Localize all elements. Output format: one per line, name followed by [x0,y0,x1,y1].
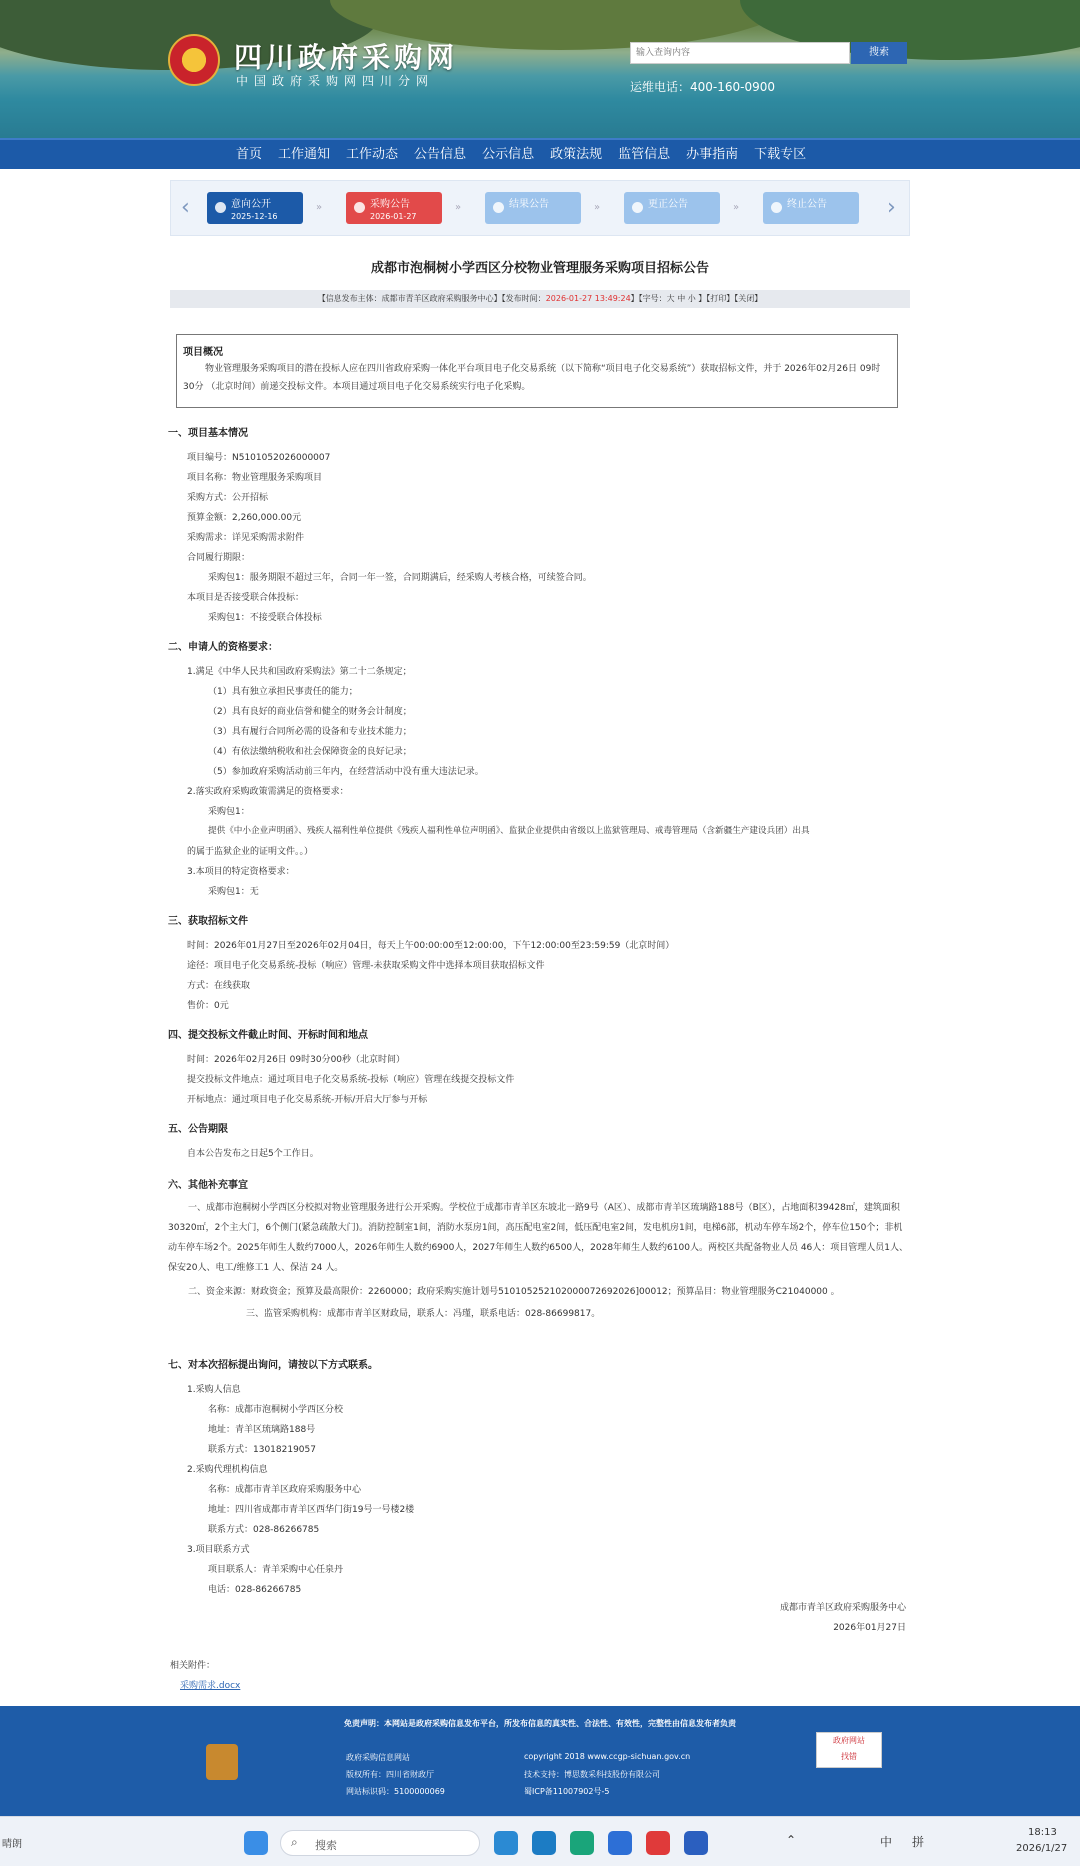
info-line: 地址：青羊区琉璃路188号 [208,1425,316,1435]
main-nav [0,138,1080,169]
word-icon[interactable] [684,1831,708,1855]
windows-start-icon[interactable] [244,1831,268,1855]
supplement-paragraph: 二、资金来源：财政资金；预算及最高限价：2260000；政府采购实施计划号510105252102000072692026]00012；预算品目：物业管理服务C21040000 。 [188,1287,840,1297]
page-title: 成都市泡桐树小学西区分校物业管理服务采购项目招标公告 [370,261,709,276]
nav-policies[interactable]: 政策法规 [550,147,603,162]
info-line: 项目名称：物业管理服务采购项目 [187,473,323,483]
attachments-label: 相关附件： [170,1661,216,1671]
ime-chinese[interactable]: 中 [880,1835,893,1849]
double-chevron-icon: » [594,202,601,213]
info-line: 1.采购人信息 [187,1385,241,1395]
nav-home[interactable]: 首页 [236,147,263,162]
double-chevron-icon: » [455,202,462,213]
footer-text[interactable]: 蜀ICP备11007902号-5 [524,1787,610,1796]
app-icon[interactable] [608,1831,632,1855]
info-line: 采购需求：详见采购需求附件 [187,533,305,543]
info-line: （2）具有良好的商业信誉和健全的财务会计制度； [208,707,412,717]
meta-time: 2026-01-27 13:49:24 [545,294,631,303]
section-heading: 一、项目基本情况 [168,428,248,439]
nav-guide[interactable]: 办事指南 [686,147,739,162]
supplement-paragraph: 三、监管采购机构：成都市青羊区财政局，联系人：冯瑾，联系电话：028-86699817。 [246,1309,601,1319]
info-line: 途径：项目电子化交易系统-投标（响应）管理-未获取采购文件中选择本项目获取招标文件 [187,961,545,971]
meta-actions[interactable]: 】【字号：大 中 小 】【打印】【关闭】 [630,294,763,303]
check-icon [354,202,365,213]
info-line: 本项目是否接受联合体投标： [187,593,305,603]
clock-date[interactable]: 2026/1/27 [1016,1843,1068,1854]
info-line: 名称：成都市青羊区政府采购服务中心 [208,1485,362,1495]
hotline-text: 运维电话：400-160-0900 [630,80,776,94]
info-line: 3.本项目的特定资格要求： [187,867,295,877]
nav-supervision[interactable]: 监管信息 [618,147,671,162]
pdf-reader-icon[interactable] [646,1831,670,1855]
info-line: （3）具有履行合同所必需的设备和专业技术能力； [208,727,412,737]
info-line: 采购包1：服务期限不超过三年，合同一年一签，合同期满后，经采购人考核合格，可续签合同。 [208,573,592,583]
edge-browser-icon[interactable] [494,1831,518,1855]
footer-text: 政府采购信息网站 [346,1753,410,1762]
info-line: 联系方式：028-86266785 [208,1525,320,1535]
nav-publicity[interactable]: 公示信息 [482,147,535,162]
double-chevron-icon: » [733,202,740,213]
site-footer [0,1706,1080,1816]
overview-title: 项目概况 [183,347,223,358]
chevron-up-icon[interactable]: ⌃ [786,1833,797,1847]
nav-downloads[interactable]: 下载专区 [754,147,807,162]
step-procurement[interactable]: 采购公告 2026-01-27 [346,192,442,224]
info-line: 售价：0元 [187,1001,229,1011]
signature-org: 成都市青羊区政府采购服务中心 [779,1603,906,1613]
section-heading: 五、公告期限 [168,1124,228,1135]
info-line: 联系方式：13018219057 [208,1445,316,1455]
section-heading: 二、申请人的资格要求： [168,642,278,653]
check-icon [215,202,226,213]
info-line: 的属于监狱企业的证明文件。。） [187,847,314,857]
meta-publisher: 【信息发布主体：成都市青羊区政府采购服务中心】【发布时间： [317,294,546,303]
step-intent[interactable]: 意向公开 2025-12-16 [207,192,303,224]
info-line: 2.落实政府采购政策需满足的资格要求： [187,787,349,797]
info-line: 项目编号：N5101052026000007 [187,453,331,463]
gov-site-error-report-badge[interactable]: 政府网站 找错 [816,1732,882,1768]
signature-date: 2026年01月27日 [833,1623,906,1633]
info-line: 2.采购代理机构信息 [187,1465,268,1475]
info-line: 采购包1：不接受联合体投标 [208,613,322,623]
info-line: 时间：2026年02月26日 09时30分00秒（北京时间） [187,1055,406,1065]
check-icon [493,202,504,213]
chevron-right-icon[interactable]: › [887,195,896,220]
site-subtitle: 中国政府采购网四川分网 [236,74,435,88]
footer-disclaimer: 免责声明：本网站是政府采购信息发布平台，所发布信息的真实性、合法性、有效性，完整性由信息发布者负责 [344,1719,736,1728]
meta-bar [170,290,910,308]
info-line: 采购包1：无 [208,887,259,897]
site-title: 四川政府采购网 [234,41,459,74]
info-line: （4）有依法缴纳税收和社会保障资金的良好记录； [208,747,412,757]
search-input[interactable] [630,42,850,64]
ime-pinyin[interactable]: 拼 [912,1835,925,1849]
chevron-left-icon[interactable]: ‹ [181,195,190,220]
taskbar-search-box[interactable]: ⌕ 搜索 [280,1830,480,1856]
footer-text: 技术支持：博思数采科技股份有限公司 [524,1770,660,1779]
header-banner [0,0,1080,138]
footer-text: 网站标识码：5100000069 [346,1787,445,1796]
footer-text: copyright 2018 www.ccgp-sichuan.gov.cn [524,1752,691,1761]
nav-announcements[interactable]: 公告信息 [414,147,467,162]
overview-box [176,334,898,408]
info-line: 预算金额：2,260,000.00元 [187,513,302,523]
nav-work-news[interactable]: 工作动态 [346,147,399,162]
info-line: 提供《中小企业声明函》、残疾人福利性单位提供《残疾人福利性单位声明函》、监狱企业提供由省级以上监狱管理局、戒毒管理局（含新疆生产建设兵团）出具 [208,826,810,836]
info-line: 自本公告发布之日起5个工作日。 [187,1149,319,1159]
section-heading: 三、获取招标文件 [168,916,248,927]
weather-widget[interactable]: 晴朗 [2,1839,22,1850]
step-termination[interactable]: 终止公告 [763,192,859,224]
check-icon [632,202,643,213]
info-line: 采购包1： [208,807,250,817]
info-line: （1）具有独立承担民事责任的能力； [208,687,358,697]
step-correction[interactable]: 更正公告 [624,192,720,224]
nav-work-notice[interactable]: 工作通知 [278,147,331,162]
section-heading: 四、提交投标文件截止时间、开标时间和地点 [168,1030,368,1041]
double-chevron-icon: » [316,202,323,213]
info-line: 方式：在线获取 [187,981,251,991]
overview-text: 物业管理服务采购项目的潜在投标人应在四川省政府采购一体化平台项目电子化交易系统（以下简称“项目电子化交易系统”）获取招标文件，并于 2026年02月26日 09时30分 （北京时间）前递交投标文件。本项目通过项目电子化交易系统实行电子化采购。 [183,364,881,392]
info-line: 3.项目联系方式 [187,1545,250,1555]
info-line: 项目联系人：青羊采购中心任泉丹 [208,1565,344,1575]
attachment-link[interactable]: 采购需求.docx [180,1681,241,1691]
national-emblem-logo [168,34,220,86]
search-icon: ⌕ [291,1835,298,1849]
party-emblem-logo [206,1744,238,1780]
section-heading: 七、对本次招标提出询问，请按以下方式联系。 [168,1360,378,1371]
translator-icon[interactable] [570,1831,594,1855]
check-icon [771,202,782,213]
info-line: 提交投标文件地点：通过项目电子化交易系统-投标（响应）管理在线提交投标文件 [187,1075,515,1085]
info-line: 合同履行期限： [187,553,251,563]
edge-browser-icon[interactable] [532,1831,556,1855]
section-heading: 六、其他补充事宜 [168,1180,248,1191]
info-line: 1.满足《中华人民共和国政府采购法》第二十二条规定； [187,667,412,677]
clock-time[interactable]: 18:13 [1028,1827,1057,1838]
step-result[interactable]: 结果公告 [485,192,581,224]
process-steps [170,180,910,236]
info-line: （5）参加政府采购活动前三年内，在经营活动中没有重大违法记录。 [208,767,484,777]
info-line: 采购方式：公开招标 [187,493,269,503]
windows-taskbar [0,1816,1080,1866]
info-line: 电话：028-86266785 [208,1585,302,1595]
search-button[interactable]: 搜索 [851,42,907,64]
footer-text: 版权所有：四川省财政厅 [346,1770,434,1779]
info-line: 开标地点：通过项目电子化交易系统-开标/开启大厅参与开标 [187,1095,428,1105]
info-line: 名称：成都市泡桐树小学西区分校 [208,1405,344,1415]
supplement-paragraph: 一、成都市泡桐树小学西区分校拟对物业管理服务进行公开采购。学校位于成都市青羊区东坡北一路9号（A区）、成都市青羊区琉璃路188号（B区），占地面积39428㎡，建筑面积30320㎡，2个主大门，6个侧门(紧急疏散大门)。消防控制室1间，消防水泵房1间，高压配电室2间，低压配电室2间，发电机房1间，电梯6部，机动车停车场2个，停车位150个；非机动车停车场2个。2025年师生人数约7000人，2026年师生人数约6900人，2027年师生人数约6500人，2028年师生人数约6100人。两校区共配备物业人员 46人：项目管理人员1人、保安20人、电工/维修工1 人、保洁 24 人。 [168,1203,909,1273]
info-line: 地址：四川省成都市青羊区西华门街19号一号楼2楼 [208,1505,415,1515]
info-line: 时间：2026年01月27日至2026年02月04日，每天上午00:00:00至12:00:00，下午12:00:00至23:59:59（北京时间） [187,941,675,951]
